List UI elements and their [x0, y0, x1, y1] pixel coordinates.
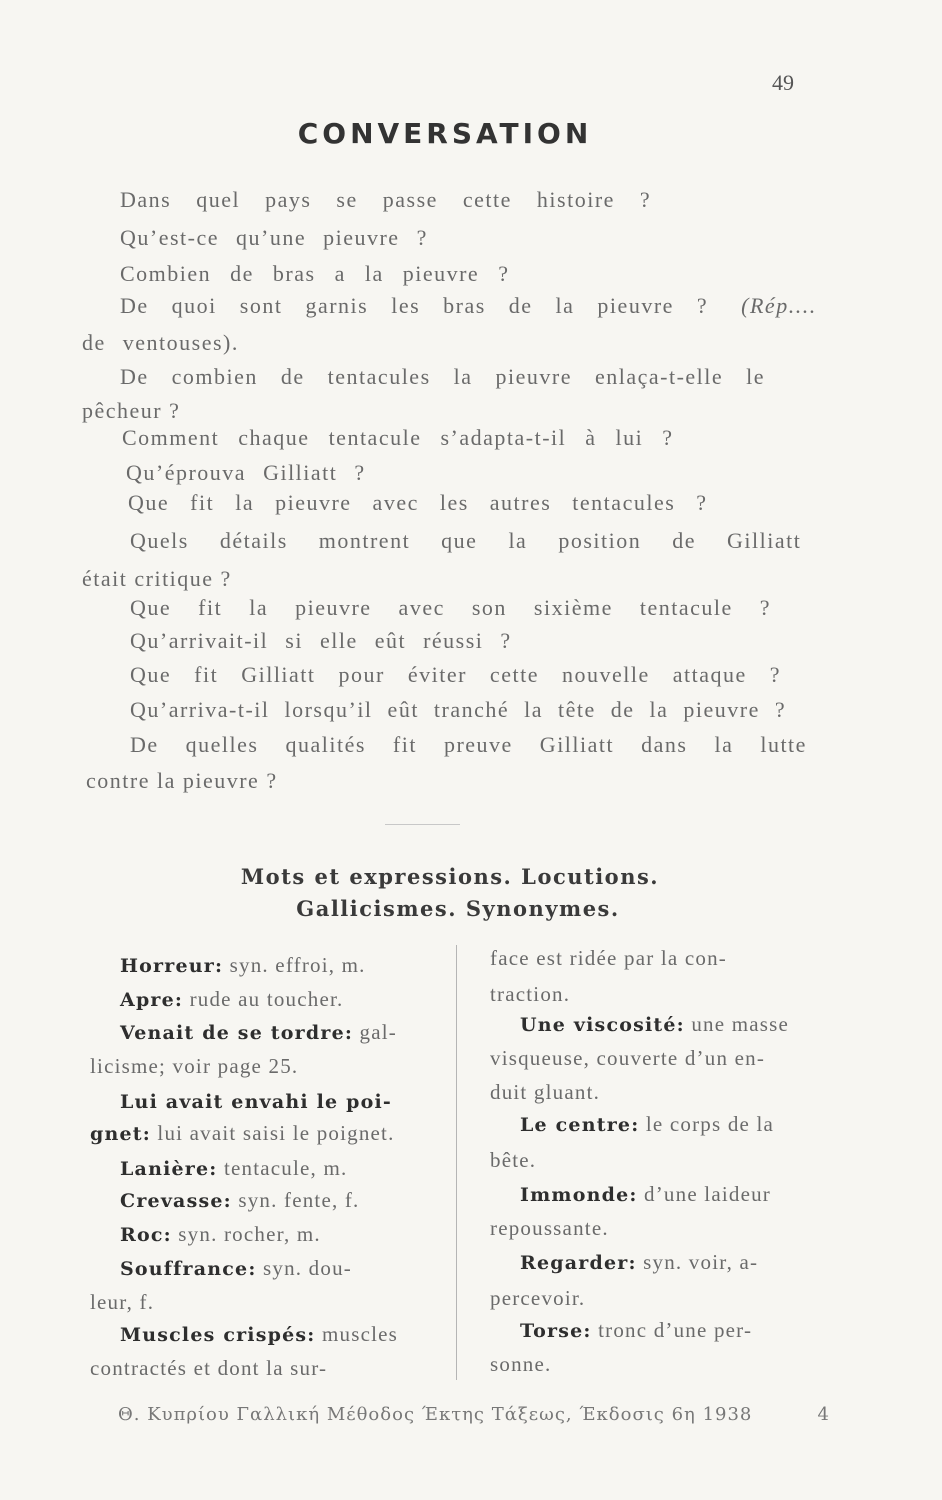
vocab-line	[120, 1020, 397, 1045]
vocab-line	[490, 1352, 551, 1377]
vocab-term: Une viscosité:	[520, 1014, 685, 1036]
vocab-term: Torse:	[520, 1320, 592, 1342]
vocab-definition: repoussante.	[490, 1216, 609, 1240]
vocab-term: Souffrance:	[120, 1258, 257, 1280]
vocab-line	[490, 1148, 536, 1173]
vocab-line	[90, 1356, 327, 1381]
vocab-line	[90, 1054, 298, 1079]
vocab-definition: muscles	[315, 1322, 399, 1346]
vocab-term: Roc:	[120, 1224, 172, 1246]
question-line: Quels détails montrent que la position de Gilliatt	[130, 528, 802, 553]
vocab-heading-line1: Mots et expressions. Locutions.	[240, 864, 660, 889]
vocab-definition: d’une laideur	[637, 1182, 771, 1206]
vocab-line	[120, 1256, 352, 1281]
vocab-heading-line2: Gallicismes. Synonymes.	[296, 896, 620, 921]
vocab-term: Muscles crispés:	[120, 1324, 316, 1346]
footer	[118, 1404, 830, 1425]
page-number: 49	[772, 70, 794, 95]
vocab-term: Le centre:	[520, 1114, 640, 1136]
question-line: Qu’éprouva Gilliatt ?	[126, 460, 366, 485]
vocab-line	[120, 1322, 398, 1347]
vocab-definition: rude au toucher.	[183, 987, 344, 1011]
vocab-term: Crevasse:	[120, 1190, 232, 1212]
vocab-line	[120, 1156, 347, 1181]
vocab-term: Horreur:	[120, 955, 224, 977]
vocab-line	[490, 1046, 765, 1071]
vocab-line	[490, 1216, 609, 1241]
vocab-definition: visqueuse, couverte d’un en-	[490, 1046, 766, 1070]
vocab-line	[490, 982, 570, 1007]
vocab-line	[520, 1250, 758, 1275]
vocab-line	[520, 1012, 789, 1037]
vocab-line	[520, 1182, 771, 1207]
vocab-line	[120, 987, 344, 1012]
vocab-term: Regarder:	[520, 1252, 637, 1274]
section-title: CONVERSATION	[297, 117, 593, 150]
question-line: Que fit Gilliatt pour éviter cette nouvelle attaque ?	[130, 662, 781, 687]
question-line: pêcheur ?	[82, 398, 181, 423]
vocab-term: Immonde:	[520, 1184, 638, 1206]
question-line: Qu’arrivait-il si elle eût réussi ?	[130, 628, 512, 653]
vocab-definition: bête.	[490, 1148, 537, 1172]
vocab-definition: tronc d’une per-	[591, 1318, 753, 1342]
vocab-definition: face est ridée par la con-	[490, 946, 727, 970]
answer-hint: (Rép....	[741, 293, 817, 318]
vocab-definition: syn. rocher, m.	[171, 1222, 321, 1246]
column-rule	[456, 945, 457, 1380]
vocab-line	[490, 1286, 585, 1311]
vocab-line	[120, 1089, 392, 1114]
vocab-definition: leur, f.	[90, 1290, 155, 1314]
vocab-line	[120, 1188, 360, 1213]
question-line: Comment chaque tentacule s’adapta-t-il à lui ?	[122, 425, 674, 450]
vocab-line	[120, 1222, 321, 1247]
vocab-definition: lui avait saisi le poignet.	[150, 1121, 395, 1145]
vocab-term: Lui avait envahi le poi-	[120, 1091, 392, 1113]
vocab-definition: une masse	[684, 1012, 790, 1036]
vocab-term: Venait de se tordre:	[120, 1022, 354, 1044]
vocab-line	[90, 1121, 395, 1146]
vocab-term: Lanière:	[120, 1158, 218, 1180]
question-line: Dans quel pays se passe cette histoire ?	[120, 187, 652, 212]
vocab-line	[520, 1318, 752, 1343]
footer-credit: Θ. Κυπρίου Γαλλική Μέθοδος Έκτης Τάξεως, Έκδοσις 6η 1938	[118, 1404, 753, 1425]
vocab-definition: licisme; voir page 25.	[90, 1054, 299, 1078]
question-line: Combien de bras a la pieuvre ?	[120, 261, 510, 286]
vocab-definition: traction.	[490, 982, 571, 1006]
vocab-definition: tentacule, m.	[217, 1156, 348, 1180]
question-line: De quelles qualités fit preuve Gilliatt dans la lutte	[130, 732, 807, 757]
question-line: Qu’arriva-t-il lorsqu’il eût tranché la tête de la pieuvre ?	[130, 697, 787, 722]
vocab-term: Apre:	[120, 989, 184, 1011]
vocab-definition: syn. fente, f.	[231, 1188, 360, 1212]
question-line: de ventouses).	[82, 330, 239, 355]
vocab-line	[490, 1080, 600, 1105]
question-text: De quoi sont garnis les bras de la pieuvre ?	[120, 293, 709, 318]
sheet-signature: 4	[817, 1404, 830, 1425]
vocab-definition: syn. effroi, m.	[223, 953, 366, 977]
vocab-term: gnet:	[90, 1123, 151, 1145]
vocab-definition: gal-	[353, 1020, 397, 1044]
vocab-line	[120, 953, 366, 978]
vocab-definition: le corps de la	[639, 1112, 775, 1136]
vocab-definition: duit gluant.	[490, 1080, 601, 1104]
vocab-line	[90, 1290, 154, 1315]
vocab-line	[520, 1112, 774, 1137]
section-divider	[385, 824, 460, 825]
question-line: contre la pieuvre ?	[86, 768, 278, 793]
vocab-definition: syn. voir, a-	[636, 1250, 759, 1274]
question-line	[0, 293, 942, 319]
vocab-definition: contractés et dont la sur-	[90, 1356, 328, 1380]
question-line: était critique ?	[82, 566, 232, 591]
vocab-definition: percevoir.	[490, 1286, 586, 1310]
question-line: De combien de tentacules la pieuvre enlaça-t-elle le	[120, 364, 766, 389]
question-line: Que fit la pieuvre avec les autres tentacules ?	[128, 490, 708, 515]
vocab-line	[490, 946, 727, 971]
vocab-definition: syn. dou-	[256, 1256, 352, 1280]
vocab-definition: sonne.	[490, 1352, 552, 1376]
question-line: Qu’est-ce qu’une pieuvre ?	[120, 225, 428, 250]
question-line: Que fit la pieuvre avec son sixième tentacule ?	[130, 595, 771, 620]
